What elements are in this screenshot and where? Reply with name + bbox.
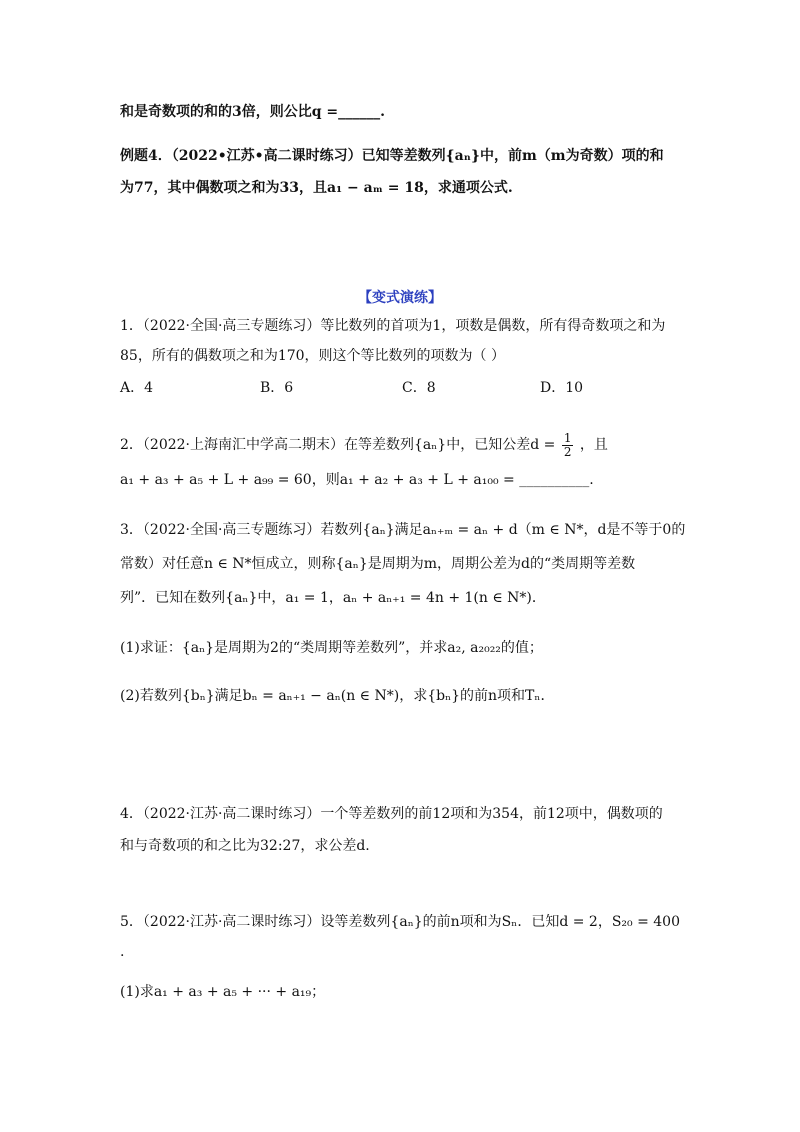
problem-3-sub-1: (1)求证：{aₙ}是周期为2的“类周期等差数列”，并求a₂, a₂₀₂₂的值； — [120, 640, 543, 656]
problem-4-line-2: 和与奇数项的和之比为32:27，求公差d. — [120, 838, 370, 854]
problem-2-line-2: a₁ + a₃ + a₅ + L + a₉₉ = 60，则a₁ + a₂ + a₃ + L + a₁₀₀ = __________. — [120, 472, 594, 488]
option-b[interactable]: B．6 — [260, 380, 294, 396]
problem-5-line-1: 5．（2022·江苏·高二课时练习）设等差数列{aₙ}的前n项和为Sₙ．已知d = 2，S₂₀ = 400 — [120, 914, 680, 930]
problem-5-line-2: . — [120, 944, 125, 960]
section-title-variant-practice: 【变式演练】 — [358, 290, 442, 306]
problem-1-line-2: 85，所有的偶数项之和为170，则这个等比数列的项数为（ ） — [120, 348, 505, 364]
problem-3-line-3: 列”．已知在数列{aₙ}中，a₁ = 1，aₙ + aₙ₊₁ = 4n + 1(n ∈ N*)． — [120, 590, 546, 606]
option-c[interactable]: C．8 — [402, 380, 436, 396]
fraction-denominator: 2 — [563, 444, 572, 459]
problem-5-sub-1: (1)求a₁ + a₃ + a₅ + ··· + a₁₉； — [120, 984, 326, 1000]
problem-1-options — [120, 378, 680, 398]
problem-2-line-1 — [120, 430, 608, 460]
problem-4-line-1: 4．（2022·江苏·高二课时练习）一个等差数列的前12项和为354，前12项中，偶数项的 — [120, 806, 663, 822]
fraction-numerator: 1 — [563, 430, 572, 445]
previous-question-tail: 和是奇数项的和的3倍，则公比q =______. — [120, 104, 386, 120]
option-d[interactable]: D．10 — [540, 380, 584, 396]
problem-1-line-1: 1．（2022·全国·高三专题练习）等比数列的首项为1，项数是偶数，所有得奇数项之和为 — [120, 318, 666, 334]
problem-2-text-b: ，且 — [579, 437, 608, 453]
option-a[interactable]: A．4 — [120, 380, 154, 396]
fraction-one-half — [562, 432, 574, 459]
problem-3-line-1: 3．（2022·全国·高三专题练习）若数列{aₙ}满足aₙ₊ₘ = aₙ + d（m ∈ N*，d是不等于0的 — [120, 522, 686, 538]
problem-2-text-a: 2．（2022·上海南汇中学高二期末）在等差数列{aₙ}中，已知公差d = — [120, 437, 556, 453]
example-4-line-1: 例题4．（2022•江苏•高二课时练习）已知等差数列{aₙ}中，前m（m为奇数）项的和 — [120, 148, 664, 164]
problem-3-sub-2: (2)若数列{bₙ}满足bₙ = aₙ₊₁ − aₙ(n ∈ N*)，求{bₙ}的前n项和Tₙ． — [120, 688, 555, 704]
problem-3-line-2: 常数）对任意n ∈ N*恒成立，则称{aₙ}是周期为m，周期公差为d的“类周期等差数 — [120, 556, 636, 572]
example-4-line-2: 为77，其中偶数项之和为33，且a₁ − aₘ = 18，求通项公式. — [120, 180, 513, 196]
